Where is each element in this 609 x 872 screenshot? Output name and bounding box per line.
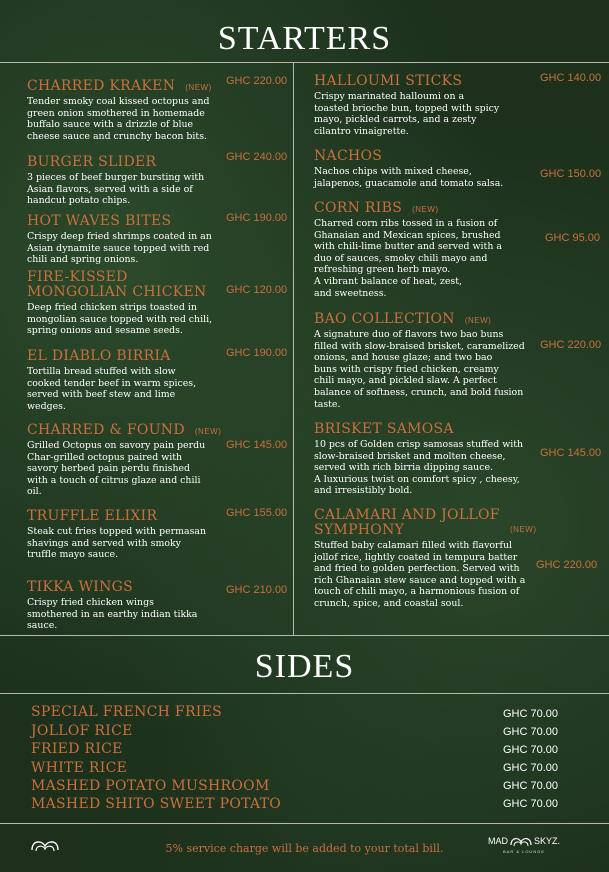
item-name: HALLOUMI STICKS xyxy=(314,73,463,89)
new-badge: (NEW) xyxy=(464,316,492,325)
new-badge: (NEW) xyxy=(510,525,537,534)
item-name: BAO COLLECTION xyxy=(314,311,455,327)
item-price: GHC 220.00 xyxy=(536,559,598,571)
item-price: GHC 120.00 xyxy=(226,284,288,296)
item-price: GHC 220.00 xyxy=(540,339,602,351)
side-item-price: GHC 70.00 xyxy=(503,726,559,738)
item-description: Crispy deep fried shrimps coated in an Asian dynamite sauce topped with red chili and spring onions. xyxy=(27,231,212,266)
item-price: GHC 220.00 xyxy=(226,75,288,87)
menu-item-bao-collection xyxy=(314,308,604,410)
item-price: GHC 240.00 xyxy=(226,151,288,163)
menu-item-fire-kissed-mongolian-chicken xyxy=(27,270,292,337)
divider xyxy=(0,823,609,824)
item-name: EL DIABLO BIRRIA xyxy=(27,348,171,364)
item-description: Charred corn ribs tossed in a fusion of Ghanaian and Mexican spices, brushed with chili-lime butter and served with a duo of sauces, smoky chili mayo and refreshing green herb mayo. A vibrant balance of heat, zest, and sweetness. xyxy=(314,218,502,299)
divider xyxy=(0,693,609,694)
item-description: A signature duo of flavors two bao buns filled with slow-braised brisket, caramelized onions, and house glaze; and two bao buns with crispy fried chicken, creamy chili mayo, and pickled slaw. A perfect balance of softness, crunch, and bold fusion taste. xyxy=(314,329,525,410)
side-item-name: MASHED SHITO SWEET POTATO xyxy=(31,796,282,812)
item-price: GHC 210.00 xyxy=(226,584,288,596)
item-name: CHARRED KRAKEN xyxy=(27,78,176,94)
item-description: Tortilla bread stuffed with slow cooked tender beef in warm spices, served with beef stew and lime wedges. xyxy=(27,366,197,412)
item-price: GHC 150.00 xyxy=(540,168,602,180)
side-item-price: GHC 70.00 xyxy=(503,708,559,720)
item-description: Tender smoky coal kissed octopus and green onion smothered in homemade buffalo sauce with a drizzle of blue cheese sauce and crunchy bacon bits. xyxy=(27,96,210,142)
side-item-name: WHITE RICE xyxy=(31,760,128,776)
item-description: Nachos chips with mixed cheese, jalapenos, guacamole and tomato salsa. xyxy=(314,166,504,189)
side-item-price: GHC 70.00 xyxy=(503,762,559,774)
item-name: CHARRED & FOUND xyxy=(27,422,185,438)
column-divider xyxy=(293,63,294,635)
brand-name-right: SKYZ. xyxy=(533,836,560,846)
item-name: TIKKA WINGS xyxy=(27,579,134,595)
item-name: BRISKET SAMOSA xyxy=(314,421,454,437)
side-item-price: GHC 70.00 xyxy=(503,798,559,810)
service-charge-note: 5% service charge will be added to your total bill. xyxy=(165,842,444,855)
new-badge: (NEW) xyxy=(185,83,212,92)
item-name: HOT WAVES BITES xyxy=(27,213,172,229)
wave-logo-icon xyxy=(510,834,532,848)
item-name: FIRE-KISSED MONGOLIAN CHICKEN xyxy=(27,269,207,300)
menu-item-corn-ribs xyxy=(314,197,604,299)
item-description: Crispy marinated halloumi on a toasted brioche bun, topped with spicy mayo, pickled carrots, and a zesty cilantro vinaigrette. xyxy=(314,91,500,137)
item-price: GHC 190.00 xyxy=(226,212,288,224)
item-name: BURGER SLIDER xyxy=(27,154,157,170)
side-item-name: FRIED RICE xyxy=(31,741,123,757)
item-description: 10 pcs of Golden crisp samosas stuffed with slow-braised brisket and molten cheese, served with rich birria dipping sauce. A luxurious twist on comfort spicy , cheesy, and irresistibly bold. xyxy=(314,439,524,497)
item-price: GHC 145.00 xyxy=(226,439,288,451)
side-item-name: SPECIAL FRENCH FRIES xyxy=(31,704,223,720)
item-description: Deep fried chicken strips toasted in mongolian sauce topped with red chili, spring onions and sesame seeds. xyxy=(27,302,213,337)
item-name: TRUFFLE ELIXIR xyxy=(27,508,158,524)
item-description: Crispy fried chicken wings smothered in an earthy indian tikka sauce. xyxy=(27,597,198,632)
brand-subtitle: BAR & LOUNGE xyxy=(502,849,545,854)
item-description: Grilled Octopus on savory pain perdu Char-grilled octopus paired with savory herbed pain perdu finished with a touch of citrus glaze and chili oil. xyxy=(27,440,206,498)
item-price: GHC 190.00 xyxy=(226,347,288,359)
brand-logo xyxy=(484,834,564,854)
sides-title: SIDES xyxy=(254,648,355,685)
divider xyxy=(0,635,609,636)
item-price: GHC 145.00 xyxy=(540,447,602,459)
item-name: NACHOS xyxy=(314,148,383,164)
item-price: GHC 140.00 xyxy=(540,72,602,84)
side-item-price: GHC 70.00 xyxy=(503,780,559,792)
brand-name-left: MAD xyxy=(487,836,508,846)
side-item-name: JOLLOF RICE xyxy=(31,723,133,739)
item-price: GHC 95.00 xyxy=(545,232,601,244)
item-description: 3 pieces of beef burger bursting with Asian flavors, served with a side of handcut potato chips. xyxy=(27,172,205,207)
item-name: CORN RIBS xyxy=(314,200,403,216)
item-name: CALAMARI AND JOLLOF SYMPHONY xyxy=(314,507,500,538)
side-item-price: GHC 70.00 xyxy=(503,744,559,756)
new-badge: (NEW) xyxy=(412,205,439,214)
starters-title: STARTERS xyxy=(217,20,392,57)
item-description: Steak cut fries topped with permasan shavings and served with smoky truffle mayo sauce. xyxy=(27,526,207,561)
side-item-name: MASHED POTATO MUSHROOM xyxy=(31,778,270,794)
item-description: Stuffed baby calamari filled with flavorful jollof rice, lightly coated in tempura batter and fried to golden perfection. Served with rich Ghanaian stew sauce and topped with a touch of chili mayo, a harmonious fusion of crunch, spice, and coastal soul. xyxy=(314,540,526,609)
divider xyxy=(0,62,609,63)
menu-item-charred-and-found xyxy=(27,419,292,498)
item-price: GHC 155.00 xyxy=(226,507,288,519)
new-badge: (NEW) xyxy=(194,427,222,436)
